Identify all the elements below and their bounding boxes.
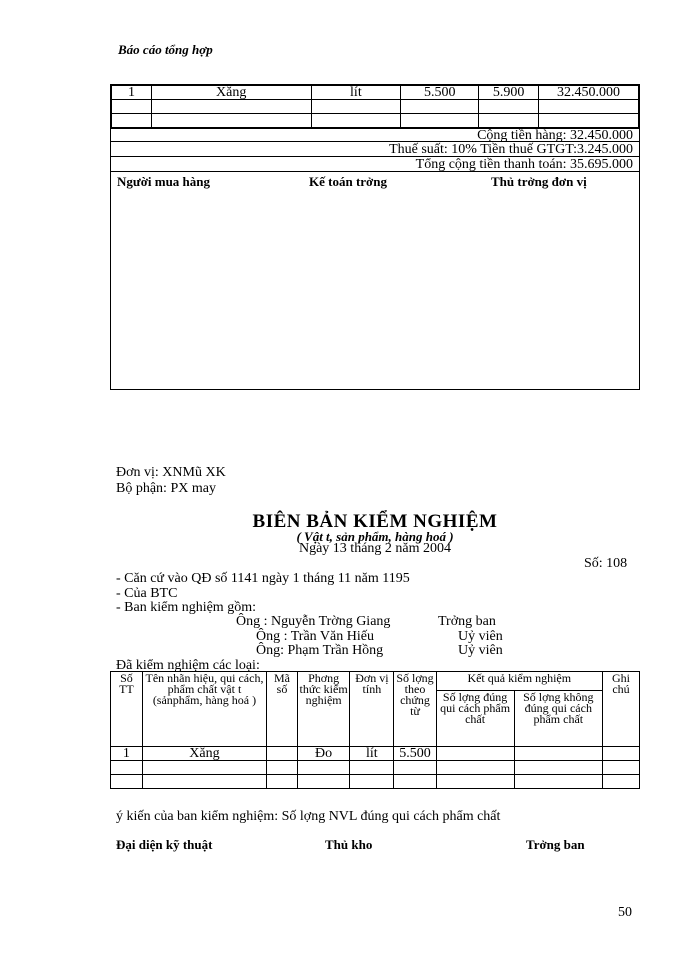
invoice-subtotal: Cộng tiền hàng: 32.450.000 xyxy=(111,128,639,142)
cell-code xyxy=(267,747,298,761)
invoice-qty: 5.500 xyxy=(401,86,479,100)
invoice-item-name: Xăng xyxy=(151,86,311,100)
header-method: Phơng thức kiểm nghiệm xyxy=(297,672,349,747)
document-subtitle: ( Vật t, sản phẩm, hàng hoá ) xyxy=(296,529,454,544)
report-header-note: Báo cáo tổng hợp xyxy=(118,42,213,57)
invoice-tax: Thuế suất: 10% Tiền thuế GTGT:3.245.000 xyxy=(111,143,639,157)
invoice-table xyxy=(111,85,639,128)
basis-line: - Ban kiểm nghiệm gồm: xyxy=(116,600,256,615)
cell-unit: lít xyxy=(350,747,394,761)
tech-signature-label: Đại diện kỹ thuật xyxy=(116,837,213,852)
invoice-amount: 32.450.000 xyxy=(539,86,639,100)
header-ok: Số lợng đúng qui cách phẩm chất xyxy=(436,691,514,747)
document-date: Ngày 13 tháng 2 năm 2004 xyxy=(298,541,452,556)
invoice-empty-row xyxy=(112,100,639,114)
buyer-signature-label: Người mua hàng xyxy=(117,174,211,189)
table-empty-row xyxy=(111,775,640,789)
basis-line: - Căn cứ vào QĐ số 1141 ngày 1 tháng 11 năm 1195 xyxy=(116,571,410,586)
keeper-signature-label: Thủ kho xyxy=(325,837,373,852)
member-name: Ông : Nguyễn Trờng Giang xyxy=(236,614,391,629)
cell-stt: 1 xyxy=(111,747,143,761)
invoice-signatures xyxy=(111,175,639,189)
invoice-row xyxy=(112,86,639,100)
cell-not-ok xyxy=(514,747,602,761)
member-name: Ông : Trần Văn Hiếu xyxy=(256,629,374,644)
cell-qty: 5.500 xyxy=(394,747,436,761)
header-stt: Số TT xyxy=(111,672,143,747)
header-note: Ghi chú xyxy=(602,672,639,747)
member-role: Trởng ban xyxy=(438,614,496,629)
unit-line: Đơn vị: XNMũ XK xyxy=(116,465,226,480)
table-row xyxy=(111,747,640,761)
document-number: Số: 108 xyxy=(584,556,628,571)
header-name: Tên nhãn hiệu, qui cách, phẩm chất vật t (sảnphẩm, hàng hoá ) xyxy=(142,672,266,747)
document-title: BIÊN BẢN KIỂM NGHIỆM xyxy=(252,511,498,532)
table-header-row xyxy=(111,672,640,691)
table-empty-row xyxy=(111,761,640,775)
basis-line: - Của BTC xyxy=(116,586,178,601)
invoice-stt: 1 xyxy=(112,86,152,100)
header-unit: Đơn vị tính xyxy=(350,672,394,747)
header-qty: Số lợng theo chứng từ xyxy=(394,672,436,747)
cell-note xyxy=(602,747,639,761)
header-not-ok: Số lợng không đúng qui cách phẩm chất xyxy=(514,691,602,747)
member-role: Uỷ viên xyxy=(458,643,503,658)
cell-method: Đo xyxy=(297,747,349,761)
member-name: Ông: Phạm Trần Hồng xyxy=(256,643,384,658)
checked-label: Đã kiểm nghiệm các loại: xyxy=(116,658,260,673)
inspection-table xyxy=(110,671,640,789)
member-role: Uỷ viên xyxy=(458,629,503,644)
committee-opinion: ý kiến của ban kiểm nghiệm: Số lợng NVL đúng qui cách phẩm chất xyxy=(116,809,501,824)
invoice-total: Tổng cộng tiền thanh toán: 35.695.000 xyxy=(111,158,639,172)
invoice-price: 5.900 xyxy=(479,86,539,100)
invoice-unit: lít xyxy=(311,86,401,100)
header-result: Kết quả kiểm nghiệm xyxy=(436,672,602,691)
header-code: Mã số xyxy=(267,672,298,747)
invoice-empty-row xyxy=(112,114,639,128)
invoice-box xyxy=(110,84,640,390)
department-line: Bộ phận: PX may xyxy=(116,481,216,496)
cell-name: Xăng xyxy=(142,747,266,761)
head-signature-label: Thủ trởng đơn vị xyxy=(491,174,587,189)
cell-ok xyxy=(436,747,514,761)
head-signature-label: Trởng ban xyxy=(526,837,585,852)
page-number: 50 xyxy=(618,905,632,920)
accountant-signature-label: Kế toán trởng xyxy=(309,174,387,189)
